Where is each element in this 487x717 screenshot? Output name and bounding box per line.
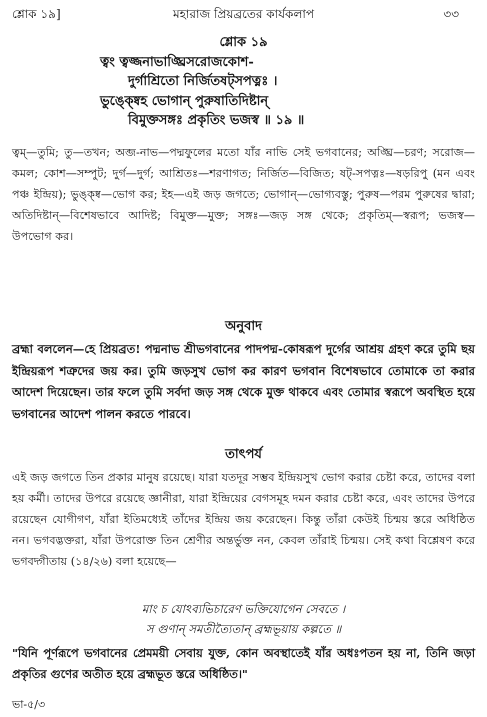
translation-heading: অনুবাদ (225, 319, 262, 334)
verse-line-2: দুর্গাশ্রিতো নির্জিতষট্‌সপত্নঃ । (128, 74, 278, 89)
running-header-title: মহারাজ প্রিয়ব্রতের কার্যকলাপ (172, 7, 315, 21)
quote-translation: "যিনি পূর্ণরূপে ভগবানের প্রেমময়ী সেবায় যুক্ত, কোন অবস্থাতেই যাঁর অধঃপতন হয় না, তিনি জড়া প্রকৃতির গুণের অতীত হয়ে ব্রহ্মভূত স্তরে অধিষ্ঠিত।" (12, 646, 475, 681)
verse-line-4: বিমুক্তসঙ্গঃ প্রকৃতিং ভজস্ব ॥ ১৯ ॥ (128, 113, 305, 128)
verse-line-3: ভুঙ্ক্ষ্বেহ ভোগান্‌ পুরুষাতিদিষ্টান্‌ (100, 94, 269, 109)
verse-number: শ্লোক ১৯ (219, 35, 268, 50)
synonyms-paragraph: ত্বম্—তুমি; তু—তখন; অব্জ-নাভ—পদ্মফুলের মতো যাঁর নাভি সেই ভগবানের; অঙ্ঘ্রি—চরণ; সরোজ—কমল; কোশ—সম্পুট; দুর্গ—দুর্গ; আশ্রিতঃ—শরণাগত; নির্জিত—বিজিত; ষট্‌-সপত্নঃ—ষড়রিপু (মন এবং পঞ্চ ইন্দ্রিয়); ভুঙ্ক্ষ্ব—ভোগ কর; ইহ—এই জড় জগতে; ভোগান্‌—ভোগ্যবস্তু; পুরুষ—পরম পুরুষের দ্বারা; অতিদিষ্টান্‌—বিশেষভাবে আদিষ্ট; বিমুক্ত—মুক্ত; সঙ্গঃ—জড় সঙ্গ থেকে; প্রকৃতিম্—স্বরূপ; ভজস্ব—উপভোগ কর। (12, 146, 475, 243)
purport-paragraph: এই জড় জগতে তিন প্রকার মানুষ রয়েছে। যারা যতদূর সম্ভব ইন্দ্রিয়সুখ ভোগ করার চেষ্টা করে, তাদের বলা হয় কর্মী। তাদের উপরে রয়েছে জ্ঞানীরা, যারা ইন্দ্রিয়ের বেগসমূহ দমন করার চেষ্টা করে, এবং তাদের উপরে রয়েছেন যোগীগণ, যাঁরা ইতিমধ্যেই তাঁদের ইন্দ্রিয় জয় করেছেন। কিন্তু তাঁরা কেউই চিন্ময় স্তরে অধিষ্ঠিত নন। ভগবদ্ভক্তরা, যাঁরা উপরোক্ত তিন শ্রেণীর অন্তর্ভুক্ত নন, কেবল তাঁরাই চিন্ময়। সেই কথা বিশ্লেষণ করে ভগবদ্গীতায় (১৪/২৬) বলা হয়েছে— (12, 471, 475, 568)
page-number: ৩৩ (443, 7, 459, 21)
translation-paragraph: ব্রহ্মা বললেন—হে প্রিয়ব্রত! পদ্মনাভ শ্রীভগবানের পাদপদ্ম-কোষরূপ দুর্গের আশ্রয় গ্রহণ করে তুমি ছয় ইন্দ্রিয়রূপ শত্রুদের জয় কর। তুমি জড়সুখ ভোগ কর কারণ ভগবান বিশেষভাবে তোমাকে তা করার আদেশ দিয়েছেন। তার ফলে তুমি সর্বদা জড় সঙ্গ থেকে মুক্ত থাকবে এবং তোমার স্বরূপে অবস্থিত হয়ে ভগবানের আদেশ পালন করতে পারবে। (12, 342, 475, 421)
gita-quote-line-1: মাং চ যোঽব্যভিচারেণ ভক্তিযোগেন সেবতে । (141, 602, 346, 616)
purport-heading: তাৎপর্য (225, 447, 262, 462)
signature-mark: ভা-৫/৩ (12, 698, 46, 711)
gita-quote-line-2: স গুণান্‌ সমতীত্যৈতান্‌ ব্রহ্মভূয়ায় কল্পতে ॥ (145, 622, 342, 636)
running-header-verse: শ্লোক ১৯] (12, 7, 61, 21)
verse-line-1: ত্বং ত্বজ্জনাভাঙ্ঘ্রিসরোজকোশ- (100, 55, 254, 70)
